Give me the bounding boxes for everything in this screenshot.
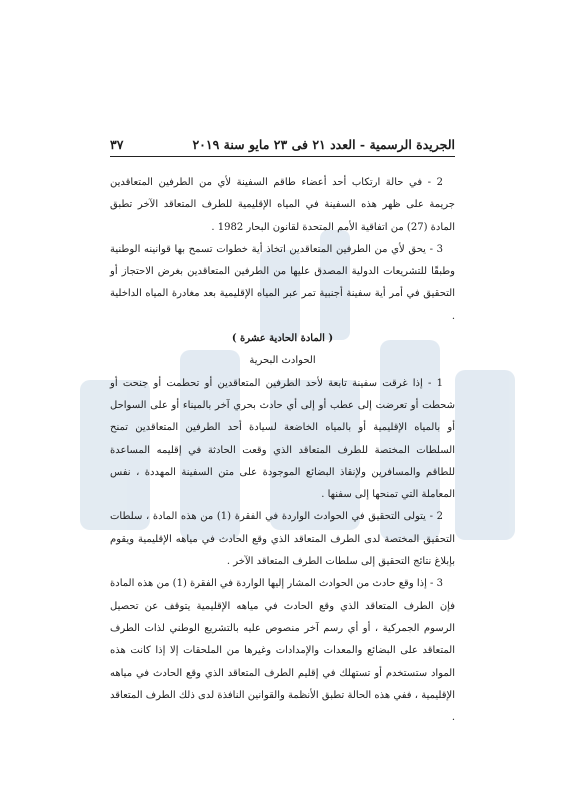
paragraph-item-1: 1 - إذا غرقت سفينة تابعة لأحد الطرفين المتعاقدين أو تحطمت أو جنحت أو شحطت أو تعرضت إلى عطب أو إلى أي حادث بحري آخر بالميناء أو على السواحل أو بالمياه الإقليمية أو بالمياه الخاضعة لسيادة أحد الطرفين المتعاقدين تمنح السلطات المختصة للطرف المتعاقد الذي وقعت الحادثة في إقليمه المساعدة للطاقم والمسافرين ولإنقاذ البضائع الموجودة على متن السفينة المهددة ، نفس المعاملة التي تمنحها إلى سفنها . [110,377,455,501]
header-divider [110,156,455,157]
page-header [110,133,455,155]
article-body [110,172,455,729]
article-heading: ( المادة الحادية عشرة ) [231,333,334,345]
header-title: الجريدة الرسمية - العدد ٢١ فى ٢٣ مايو سنة ٢٠١٩ [192,136,455,152]
paragraph-item-3: 3 - يحق لأي من الطرفين المتعاقدين اتخاذ أية خطوات تسمح بها قوانينه الوطنية وطبقًا للتشريعات الدولية المصدق عليها من الطرفين المتعاقدين بغرض الاحتجاز أو التحقيق في أمر أية سفينة أجنبية تمر عبر المياه الإقليمية بعد مغادرة المياه الداخلية . [110,243,455,322]
paragraph-item-3b: 3 - إذا وقع حادث من الحوادث المشار إليها الواردة في الفقرة (1) من هذه المادة فإن الطرف المتعاقد الذي وقع الحادث في مياهه الإقليمية يتوقف عن تحصيل الرسوم الجمركية ، أو أي رسم آخر منصوص عليه بالتشريع الوطني لذات الطرف المتعاقد على البضائع والمعدات والإمدادات وغيرها من الملحقات إلا إذا كانت هذه المواد ستستخدم أو تستهلك في إقليم الطرف المتعاقد الذي وقع الحادث في مياهه الإقليمية ، ففي هذه الحالة تطبق الأنظمة والقوانين النافذة لدى ذلك الطرف المتعاقد . [110,578,455,724]
paragraph-item-2b: 2 - يتولى التحقيق في الحوادث الواردة في الفقرة (1) من هذه المادة ، سلطات التحقيق المختصة لدى الطرف المتعاقد الذي وقع الحادث في مياهه الإقليمية ويقوم بإبلاغ نتائج التحقيق إلى سلطات الطرف المتعاقد الآخر . [110,511,455,568]
paragraph-item-2: 2 - في حالة ارتكاب أحد أعضاء طاقم السفينة لأي من الطرفين المتعاقدين جريمة على ظهر هذه السفينة في المياه الإقليمية للطرف المتعاقد الآخر تطبق المادة (27) من اتفاقية الأمم المتحدة لقانون البحار 1982 . [110,177,455,233]
page-number: ٣٧ [110,136,124,152]
article-subheading: الحوادث البحرية [249,355,316,367]
